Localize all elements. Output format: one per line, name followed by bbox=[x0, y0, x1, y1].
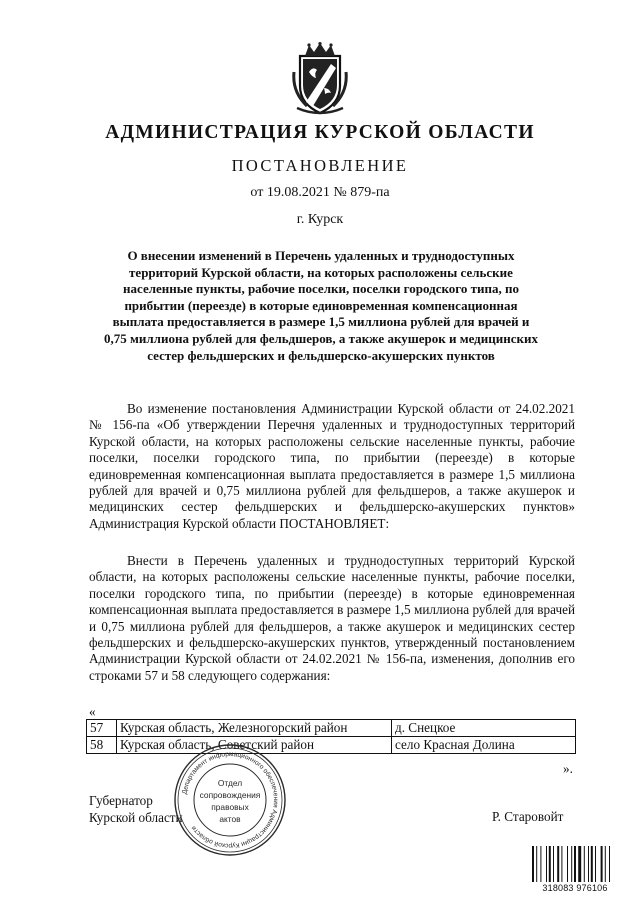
barcode-number: 318083 976106 bbox=[542, 883, 608, 893]
subject-line: населенные пункты, рабочие поселки, поселки городского типа, по bbox=[123, 281, 519, 297]
coat-of-arms-icon bbox=[291, 42, 349, 116]
quote-open-mark: « bbox=[89, 704, 96, 719]
row-number: 57 bbox=[87, 720, 117, 737]
row-settlement: село Красная Долина bbox=[392, 737, 576, 754]
subject-line: О внесении изменений в Перечень удаленных и труднодоступных bbox=[127, 248, 515, 263]
amendment-table bbox=[86, 719, 576, 754]
row-settlement: д. Снецкое bbox=[392, 720, 576, 737]
barcode-icon bbox=[532, 846, 618, 882]
page-title: АДМИНИСТРАЦИЯ КУРСКОЙ ОБЛАСТИ bbox=[105, 122, 535, 143]
stamp-line: правовых bbox=[211, 802, 249, 812]
document-number: от 19.08.2021 № 879-па bbox=[250, 185, 390, 200]
stamp-line: актов bbox=[219, 814, 241, 824]
subject-line: прибытии (переезде) в которые единовременная компенсационная bbox=[124, 297, 518, 313]
document-subject bbox=[95, 248, 547, 364]
body-paragraph-preamble: Во изменение постановления Администрации Курской области от 24.02.2021 № 156-па «Об утверждении Перечня удаленных и труднодоступных территорий Курской области, на которых расположены сельские населенные пункты, рабочие поселки, поселки городского типа, по прибытии (переезде) в которые единовременная компенсационная выплата предоставляется в размере 1,5 миллиона рублей для врачей и 0,75 миллиона рублей для фельдшеров, а также акушерок и медицинских сестер фельдшерских и фельдшерско-акушерских пунктов» Администрация Курской области ПОСТАНОВЛЯЕТ: bbox=[89, 401, 575, 531]
row-region: Курская область, Советский район bbox=[117, 737, 392, 754]
table-row bbox=[87, 737, 576, 754]
document-type: ПОСТАНОВЛЕНИЕ bbox=[231, 156, 409, 175]
quote-close-mark: ». bbox=[563, 761, 573, 776]
subject-line: сестер фельдшерских и фельдшерско-акушерских пунктов bbox=[147, 347, 495, 363]
signatory-name: Р. Старовойт bbox=[492, 809, 564, 824]
table-row bbox=[87, 720, 576, 737]
subject-line: выплата предоставляется в размере 1,5 миллиона рублей для врачей и bbox=[112, 314, 530, 330]
row-region: Курская область, Железногорский район bbox=[117, 720, 392, 737]
official-stamp bbox=[172, 742, 288, 858]
stamp-line: Отдел bbox=[217, 778, 243, 788]
row-number: 58 bbox=[87, 737, 117, 754]
subject-line: территорий Курской области, на которых расположены сельские bbox=[129, 264, 513, 280]
signatory-position-line: Курской области bbox=[89, 809, 183, 825]
body-paragraph-decree: Внести в Перечень удаленных и труднодоступных территорий Курской области, на которых расположены сельские населенные пункты, рабочие поселки, поселки городского типа, по прибытии (переезде) в которые единовременная компенсационная выплата предоставляется в размере 1,5 миллиона рублей для врачей и 0,75 миллиона рублей для фельдшеров, а также акушерок и медицинских сестер фельдшерских и фельдшерско-акушерских пунктов, утвержденный постановлением Администрации Курской области от 24.02.2021 № 156-па, изменения, дополнив его строками 57 и 58 следующего содержания: bbox=[89, 553, 575, 683]
stamp-line: сопровождения bbox=[199, 790, 261, 800]
subject-line: 0,75 миллиона рублей для фельдшеров, а также акушерок и медицинских bbox=[104, 330, 538, 346]
signatory-position bbox=[89, 793, 183, 826]
signatory-position-line: Губернатор bbox=[89, 793, 153, 808]
document-city: г. Курск bbox=[296, 212, 344, 227]
stamp-ring-text: Департамент информационного обеспечения Администрации Курской области bbox=[181, 750, 280, 850]
